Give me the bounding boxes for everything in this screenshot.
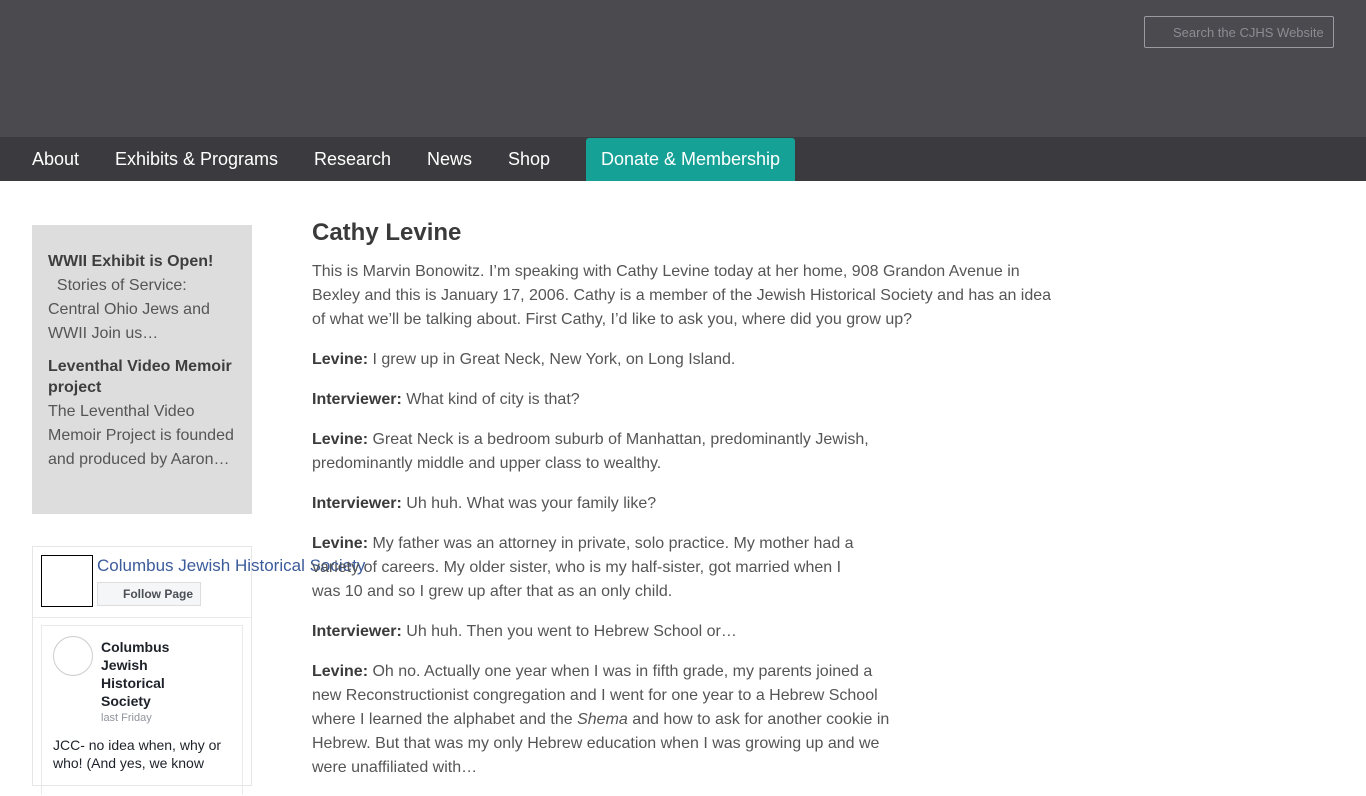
post-timestamp[interactable]: last Friday — [101, 712, 152, 724]
transcript-paragraph — [312, 660, 897, 780]
nav-about[interactable]: About — [32, 149, 80, 169]
transcript-text: My father was an attorney in private, solo practice. My mother had a variety of careers. My older sister, who is my half-sister, got married when I was 10 and so I grew up after that as an only child. — [312, 535, 854, 600]
widget-item-title[interactable]: Leventhal Video Memoir project — [48, 358, 232, 396]
speaker-label: Interviewer: — [312, 623, 402, 640]
transcript-text: Great Neck is a bedroom suburb of Manhattan, predominantly Jewish, predominantly middle and upper class to wealthy. — [312, 431, 869, 472]
nav-news[interactable]: News — [427, 149, 473, 169]
article — [312, 217, 1072, 796]
facebook-post — [41, 625, 243, 795]
speaker-label: Interviewer: — [312, 495, 402, 512]
facebook-page-name[interactable]: Columbus Jewish Historical Society — [97, 556, 366, 575]
nav-donate-membership[interactable]: Donate & Membership — [586, 138, 795, 181]
nav-shop[interactable]: Shop — [508, 149, 551, 169]
speaker-label: Levine: — [312, 535, 369, 552]
transcript-paragraph — [312, 620, 1072, 644]
transcript-text: What kind of city is that? — [401, 391, 580, 408]
transcript-text: Oh no. Actually one year when I was in fifth grade, my parents joined a new Reconstructionist congregation and I went for one year to a Hebrew School where I learned the alphabet and the — [312, 663, 878, 728]
post-author[interactable]: Columbus Jewish Historical Society — [101, 639, 170, 709]
transcript-text: Uh huh. Then you went to Hebrew School or… — [401, 623, 737, 640]
avatar[interactable] — [53, 636, 93, 676]
speaker-label: Interviewer: — [312, 391, 402, 408]
transcript-paragraph — [312, 348, 1072, 372]
site-header — [0, 0, 1366, 137]
widget-item-excerpt: The Leventhal Video Memoir Project is founded and produced by Aaron… — [48, 403, 234, 468]
intro-paragraph: This is Marvin Bonowitz. I’m speaking with Cathy Levine today at her home, 908 Grandon Avenue in Bexley and this is January 17, 2006. Cathy is a member of the Jewish Historical Society and has an idea of what we’ll be talking about. First Cathy, I’d like to ask you, where did you grow up? — [312, 263, 1052, 328]
nav-exhibits-programs[interactable]: Exhibits & Programs — [115, 149, 279, 169]
nav-research[interactable]: Research — [314, 149, 392, 169]
search-input[interactable] — [1144, 16, 1334, 48]
speaker-label: Levine: — [312, 351, 369, 368]
page-logo[interactable] — [41, 555, 93, 607]
transcript-text: Uh huh. What was your family like? — [401, 495, 657, 512]
transcript-paragraph — [312, 532, 860, 604]
transcript-paragraph — [312, 492, 1072, 516]
page-title: Cathy Levine — [312, 219, 462, 246]
transcript-paragraph — [312, 388, 1072, 412]
transcript-text: I grew up in Great Neck, New York, on Long Island. — [368, 351, 736, 368]
news-widget — [32, 225, 252, 514]
follow-page-button[interactable]: Follow Page — [97, 582, 201, 606]
emphasis-text: Shema — [577, 711, 628, 728]
divider — [33, 617, 251, 618]
transcript-paragraph — [312, 428, 877, 476]
transcript-text: and how to ask for another cookie in Hebrew. But that was my only Hebrew education when I was growing up and we were unaffiliated with… — [312, 711, 890, 776]
widget-item-title[interactable]: WWII Exhibit is Open! — [48, 253, 214, 270]
speaker-label: Levine: — [312, 663, 369, 680]
widget-item-excerpt: Stories of Service: Central Ohio Jews and WWII Join us… — [48, 277, 215, 342]
speaker-label: Levine: — [312, 431, 369, 448]
post-text: JCC- no idea when, why or who! (And yes, we know — [53, 737, 222, 771]
